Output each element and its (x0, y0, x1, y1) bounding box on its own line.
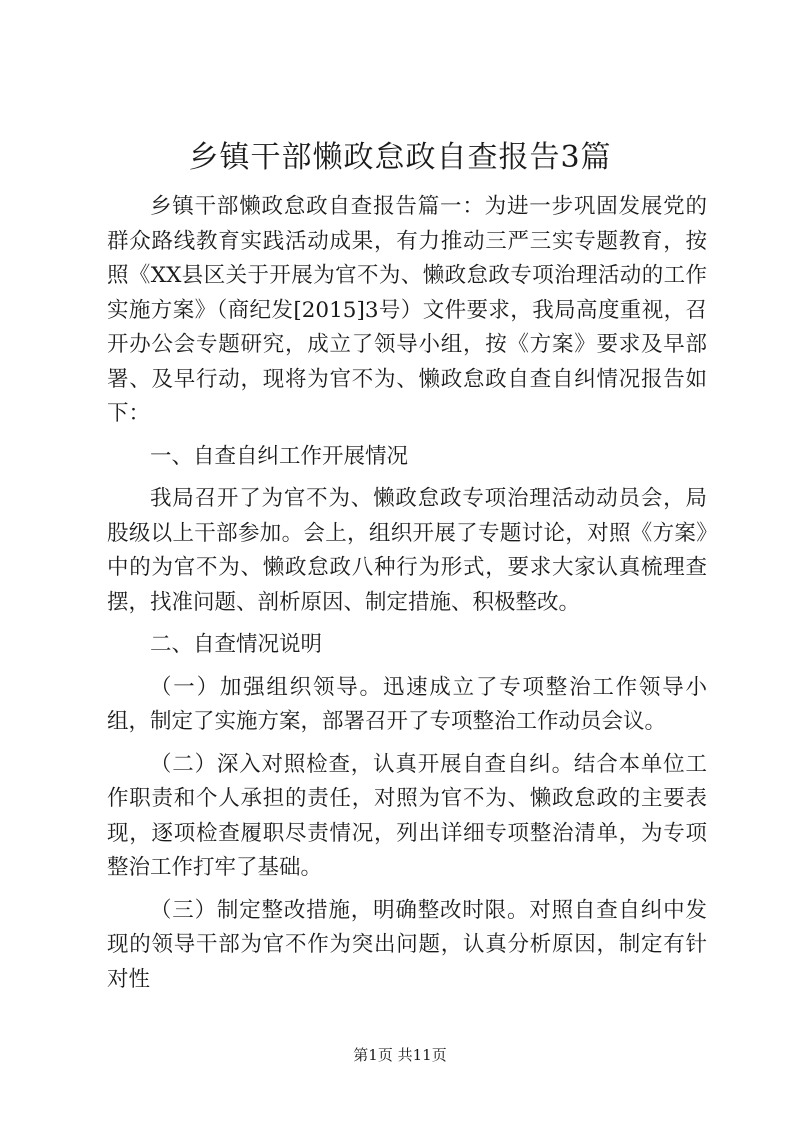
paragraph-item-1: （一）加强组织领导。迅速成立了专项整治工作领导小组，制定了实施方案，部署召开了专项整治工作动员会议。 (107, 674, 707, 734)
paragraph-section-1: 我局召开了为官不为、懒政怠政专项治理活动动员会，局股级以上干部参加。会上，组织开展了专题讨论，对照《方案》中的为官不为、懒政怠政八种行为形式，要求大家认真梳理查摆，找准问题、剖析原因、制定措施、积极整改。 (107, 486, 707, 615)
page-footer (0, 1045, 800, 1065)
document-title: 乡镇干部懒政怠政自查报告3篇 (188, 140, 612, 175)
section-heading-2: 二、自查情况说明 (150, 632, 323, 657)
paragraph-item-3: （三）制定整改措施，明确整改时限。对照自查自纠中发现的领导干部为官不作为突出问题，认真分析原因，制定有针对性 (107, 897, 707, 992)
paragraph-intro: 乡镇干部懒政怠政自查报告篇一：为进一步巩固发展党的群众路线教育实践活动成果，有力推动三严三实专题教育，按照《XX县区关于开展为官不为、懒政怠政专项治理活动的工作实施方案》（商纪发[2015]3号）文件要求，我局高度重视，召开办公会专题研究，成立了领导小组，按《方案》要求及早部署、及早行动，现将为官不为、懒政怠政自查自纠情况报告如下： (107, 194, 707, 426)
page-number-label: 第1页 共11页 (353, 1046, 447, 1064)
section-heading-1: 一、自查自纠工作开展情况 (150, 443, 409, 469)
paragraph-item-2: （二）深入对照检查，认真开展自查自纠。结合本单位工作职责和个人承担的责任，对照为官不为、懒政怠政的主要表现，逐项检查履职尽责情况，列出详细专项整治清单，为专项整治工作打牢了基础。 (107, 751, 707, 880)
document-body (107, 190, 707, 1005)
